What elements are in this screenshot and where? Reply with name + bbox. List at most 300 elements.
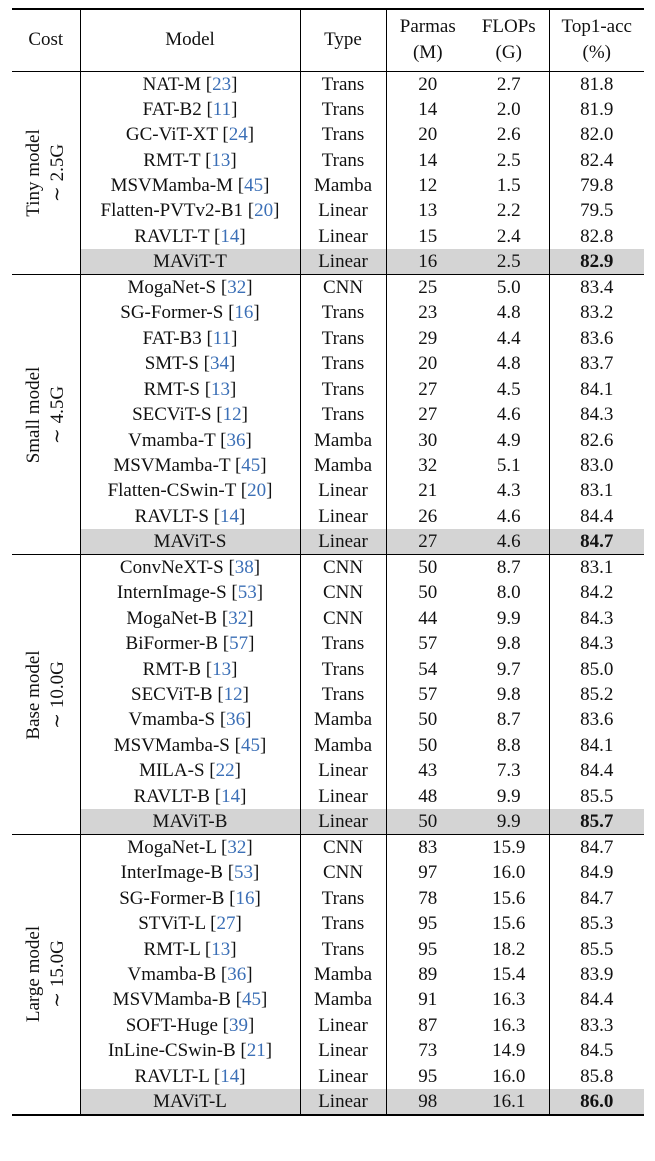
- cell-flops: 15.4: [492, 963, 526, 985]
- cell-model: SG-Former-S [16]: [80, 300, 300, 325]
- cell-acc: 84.3: [549, 631, 644, 656]
- cell-model: ConvNeXT-S [38]: [80, 555, 300, 581]
- table-row: [12, 809, 644, 835]
- cell-type: Linear: [300, 224, 386, 249]
- cell-flops: 4.9: [496, 429, 521, 451]
- model-name: SG-Former-B: [119, 887, 225, 909]
- cost-label-line: Base model: [22, 649, 44, 740]
- header-acc-line1: Top1-acc: [561, 16, 632, 38]
- cell-flops: 9.8: [496, 684, 521, 706]
- cell-model: RAVLT-T [14]: [80, 224, 300, 249]
- model-name: ConvNeXT-S: [119, 557, 224, 579]
- model-name: MogaNet-S: [127, 277, 217, 299]
- group-2: [12, 555, 644, 835]
- cell-params: 30: [386, 427, 469, 452]
- model-name: RAVLT-B: [133, 785, 210, 807]
- cell-type: Trans: [300, 326, 386, 351]
- model-name: Vmamba-B: [127, 963, 217, 985]
- table-row: [12, 198, 644, 223]
- cell-acc: 85.8: [549, 1064, 644, 1089]
- cell-flops: 9.9: [496, 607, 521, 629]
- table-row: [12, 555, 644, 581]
- citation-link[interactable]: 20: [254, 200, 274, 222]
- cell-acc: 79.8: [549, 173, 644, 198]
- header-model: Model: [80, 9, 300, 71]
- cell-model: MSVMamba-T [45]: [80, 453, 300, 478]
- header-flops: [469, 9, 549, 71]
- model-name: RMT-B: [142, 658, 202, 680]
- header-cost: Cost: [28, 29, 64, 51]
- cell-type: Trans: [300, 631, 386, 656]
- cell-params: 95: [386, 1064, 469, 1089]
- model-name: MSVMamba-S: [113, 734, 230, 756]
- cell-model: MogaNet-L [32]: [80, 835, 300, 861]
- cell-acc: 84.5: [549, 1038, 644, 1063]
- cell-type: Mamba: [300, 733, 386, 758]
- cell-model: STViT-L [27]: [80, 911, 300, 936]
- cell-params: 14: [386, 97, 469, 122]
- cell-model: BiFormer-B [57]: [80, 631, 300, 656]
- citation-link[interactable]: 14: [220, 1065, 240, 1087]
- cost-label-rotated: [22, 366, 70, 463]
- cell-params: 50: [386, 707, 469, 732]
- model-name: Flatten-PVTv2-B1: [100, 200, 244, 222]
- model-name: InternImage-S: [116, 582, 227, 604]
- cell-flops: 4.5: [496, 378, 521, 400]
- cell-acc: 83.9: [549, 962, 644, 987]
- model-name: BiFormer-B: [125, 633, 219, 655]
- citation-link[interactable]: 32: [227, 277, 247, 299]
- cell-model: SECViT-B [12]: [80, 682, 300, 707]
- cell-model: MSVMamba-B [45]: [80, 987, 300, 1012]
- cell-acc: 83.2: [549, 300, 644, 325]
- table-row: [12, 733, 644, 758]
- cell-acc: 83.6: [549, 326, 644, 351]
- cell-flops: 2.6: [496, 124, 521, 146]
- cell-type: Trans: [300, 97, 386, 122]
- citation-link[interactable]: 20: [247, 480, 267, 502]
- model-name: RAVLT-S: [134, 505, 209, 527]
- model-name: RMT-T: [143, 149, 201, 171]
- cell-params: 50: [386, 555, 469, 581]
- table-row: [12, 1038, 644, 1063]
- cell-model: RMT-B [13]: [80, 656, 300, 681]
- cell-type: Trans: [300, 122, 386, 147]
- model-name: FAT-B3: [142, 327, 202, 349]
- table-row: [12, 707, 644, 732]
- cell-type: Linear: [300, 249, 386, 275]
- model-name: InLine-CSwin-B: [107, 1040, 236, 1062]
- cell-model: [80, 529, 300, 555]
- cell-flops: 2.2: [496, 200, 521, 222]
- model-name: RAVLT-T: [134, 225, 210, 247]
- citation-link[interactable]: 32: [228, 607, 248, 629]
- cell-flops: 2.4: [496, 225, 521, 247]
- cell-params: 50: [386, 809, 469, 835]
- cell-type: CNN: [300, 275, 386, 301]
- cost-label-line: ∼ 10.0G: [46, 660, 68, 729]
- cell-type: Linear: [300, 809, 386, 835]
- cell-params: 32: [386, 453, 469, 478]
- cell-type: Mamba: [300, 707, 386, 732]
- cell-model: [80, 1089, 300, 1115]
- header-params: [386, 9, 469, 71]
- cell-model: [80, 809, 300, 835]
- model-name: Flatten-CSwin-T: [107, 480, 237, 502]
- cell-acc: 85.7: [549, 809, 644, 835]
- results-table: [12, 8, 644, 1116]
- cell-acc: 82.6: [549, 427, 644, 452]
- cell-type: Linear: [300, 1089, 386, 1115]
- cell-model: [80, 249, 300, 275]
- cell-model: MSVMamba-S [45]: [80, 733, 300, 758]
- cell-type: Mamba: [300, 987, 386, 1012]
- cell-model: Vmamba-S [36]: [80, 707, 300, 732]
- table-row: [12, 427, 644, 452]
- cost-group-label: [12, 835, 80, 1115]
- table-row: [12, 656, 644, 681]
- cell-type: Trans: [300, 376, 386, 401]
- cell-acc: 84.4: [549, 504, 644, 529]
- cell-type: Trans: [300, 656, 386, 681]
- citation-link[interactable]: 23: [212, 73, 232, 95]
- table-row: [12, 1089, 644, 1115]
- cell-params: 91: [386, 987, 469, 1012]
- table-row: [12, 835, 644, 861]
- cell-acc: 85.5: [549, 784, 644, 809]
- citation-link[interactable]: 45: [240, 734, 260, 756]
- cell-acc: 84.3: [549, 402, 644, 427]
- cell-model: Flatten-PVTv2-B1 [20]: [80, 198, 300, 223]
- cell-flops: 16.0: [492, 1065, 526, 1087]
- citation-link[interactable]: 36: [227, 963, 247, 985]
- cell-params: 14: [386, 147, 469, 172]
- cell-params: 78: [386, 885, 469, 910]
- citation-link[interactable]: 32: [227, 837, 247, 858]
- table-row: [12, 1064, 644, 1089]
- table-row: [12, 682, 644, 707]
- model-name: MAViT-T: [153, 251, 227, 273]
- cell-acc: 83.3: [549, 1013, 644, 1038]
- cost-label-line: Tiny model: [22, 129, 44, 217]
- table-row: [12, 71, 644, 97]
- cell-model: RAVLT-L [14]: [80, 1064, 300, 1089]
- header-params-line2: (M): [412, 42, 443, 64]
- cell-acc: 84.3: [549, 606, 644, 631]
- cell-model: Vmamba-T [36]: [80, 427, 300, 452]
- table-row: [12, 606, 644, 631]
- cell-type: Trans: [300, 936, 386, 961]
- citation-link[interactable]: 57: [229, 633, 249, 655]
- cell-params: 73: [386, 1038, 469, 1063]
- table-header: [12, 9, 644, 71]
- cell-flops: 15.9: [492, 837, 526, 858]
- cell-flops: 16.3: [492, 1014, 526, 1036]
- cell-type: Linear: [300, 1038, 386, 1063]
- cell-model: NAT-M [23]: [80, 71, 300, 97]
- cell-flops: 8.7: [496, 709, 521, 731]
- cell-params: 54: [386, 656, 469, 681]
- cell-flops: 4.8: [496, 302, 521, 324]
- citation-link[interactable]: 13: [211, 938, 231, 960]
- cell-flops: 9.8: [496, 633, 521, 655]
- cell-type: CNN: [300, 555, 386, 581]
- cell-model: FAT-B3 [11]: [80, 326, 300, 351]
- cell-model: RMT-S [13]: [80, 376, 300, 401]
- model-name: RMT-S: [143, 378, 200, 400]
- model-name: Vmamba-T: [128, 429, 216, 451]
- table-row: [12, 224, 644, 249]
- model-name: NAT-M: [142, 73, 201, 95]
- cell-acc: 85.0: [549, 656, 644, 681]
- cell-acc: 85.5: [549, 936, 644, 961]
- citation-link[interactable]: 27: [216, 913, 236, 935]
- table-row: [12, 860, 644, 885]
- header-flops-line1: FLOPs: [481, 16, 536, 38]
- cell-acc: 83.4: [549, 275, 644, 301]
- model-name: MogaNet-B: [126, 607, 218, 629]
- cell-acc: 84.4: [549, 987, 644, 1012]
- model-name: Vmamba-S: [128, 709, 216, 731]
- cell-flops: 2.5: [469, 249, 549, 275]
- table-row: [12, 453, 644, 478]
- cell-type: Linear: [300, 504, 386, 529]
- model-name: MSVMamba-B: [112, 989, 231, 1011]
- header-type: Type: [300, 9, 386, 71]
- table-row: [12, 478, 644, 503]
- cell-params: 29: [386, 326, 469, 351]
- cell-acc: 79.5: [549, 198, 644, 223]
- cell-flops: 4.6: [469, 529, 549, 555]
- cell-params: 83: [386, 835, 469, 861]
- cell-acc: 82.8: [549, 224, 644, 249]
- table-row: [12, 122, 644, 147]
- cell-acc: 83.1: [549, 555, 644, 581]
- cell-type: Mamba: [300, 173, 386, 198]
- model-name: STViT-L: [138, 913, 206, 935]
- cost-label-rotated: [22, 129, 70, 216]
- model-name: RAVLT-L: [134, 1065, 210, 1087]
- model-name: SECViT-S: [132, 404, 212, 426]
- cell-flops: 2.5: [496, 149, 521, 171]
- cell-params: 48: [386, 784, 469, 809]
- citation-link[interactable]: 53: [234, 862, 254, 884]
- header-params-line1: Parmas: [399, 16, 456, 38]
- cell-acc: 83.7: [549, 351, 644, 376]
- table-row: [12, 97, 644, 122]
- cell-type: Linear: [300, 758, 386, 783]
- citation-link[interactable]: 11: [212, 327, 232, 349]
- cell-type: CNN: [300, 606, 386, 631]
- table-row: [12, 376, 644, 401]
- model-name: RMT-L: [143, 938, 201, 960]
- citation-link[interactable]: 16: [234, 302, 254, 324]
- model-name: MILA-S: [139, 760, 205, 782]
- cell-params: 50: [386, 580, 469, 605]
- citation-link[interactable]: 16: [235, 887, 255, 909]
- citation-link[interactable]: 45: [241, 454, 261, 476]
- cell-type: Trans: [300, 885, 386, 910]
- cell-flops: 4.8: [496, 353, 521, 375]
- cell-flops: 8.8: [496, 734, 521, 756]
- cell-flops: 9.9: [496, 785, 521, 807]
- cell-model: InterImage-B [53]: [80, 860, 300, 885]
- cell-type: Trans: [300, 147, 386, 172]
- model-name: MAViT-B: [152, 811, 228, 832]
- cell-flops: 9.9: [469, 809, 549, 835]
- cell-model: GC-ViT-XT [24]: [80, 122, 300, 147]
- group-0: [12, 71, 644, 275]
- model-name: InterImage-B: [120, 862, 223, 884]
- table-row: [12, 885, 644, 910]
- model-name: MogaNet-L: [127, 837, 217, 858]
- cell-params: 95: [386, 936, 469, 961]
- cell-flops: 9.7: [496, 658, 521, 680]
- cost-label-line: ∼ 4.5G: [46, 385, 68, 444]
- cost-label-line: ∼ 2.5G: [46, 143, 68, 202]
- citation-link[interactable]: 39: [228, 1014, 248, 1036]
- table-row: [12, 784, 644, 809]
- citation-link[interactable]: 45: [244, 175, 264, 197]
- cell-acc: 83.0: [549, 453, 644, 478]
- cell-flops: 5.0: [496, 277, 521, 299]
- citation-link[interactable]: 22: [215, 760, 235, 782]
- cell-model: RAVLT-S [14]: [80, 504, 300, 529]
- cell-params: 26: [386, 504, 469, 529]
- citation-link[interactable]: 14: [221, 785, 241, 807]
- cell-model: MSVMamba-M [45]: [80, 173, 300, 198]
- citation-link[interactable]: 34: [209, 353, 229, 375]
- cell-params: 20: [386, 122, 469, 147]
- cell-flops: 1.5: [496, 175, 521, 197]
- group-3: [12, 835, 644, 1115]
- cell-flops: 4.3: [496, 480, 521, 502]
- citation-link[interactable]: 13: [212, 658, 232, 680]
- cell-type: CNN: [300, 860, 386, 885]
- cell-model: Vmamba-B [36]: [80, 962, 300, 987]
- model-name: MSVMamba-M: [110, 175, 234, 197]
- cell-params: 43: [386, 758, 469, 783]
- table-row: [12, 173, 644, 198]
- cell-acc: 84.2: [549, 580, 644, 605]
- citation-link[interactable]: 21: [246, 1040, 266, 1062]
- cell-acc: 83.6: [549, 707, 644, 732]
- table-row: [12, 529, 644, 555]
- cell-flops: 2.0: [496, 98, 521, 120]
- cell-flops: 2.7: [496, 73, 521, 95]
- cell-model: MILA-S [22]: [80, 758, 300, 783]
- citation-link[interactable]: 13: [211, 149, 231, 171]
- model-name: GC-ViT-XT: [125, 124, 218, 146]
- cell-type: Linear: [300, 1064, 386, 1089]
- table-row: [12, 631, 644, 656]
- citation-link[interactable]: 12: [222, 404, 242, 426]
- cell-model: FAT-B2 [11]: [80, 97, 300, 122]
- citation-link[interactable]: 45: [241, 989, 261, 1011]
- cell-params: 44: [386, 606, 469, 631]
- cell-type: Trans: [300, 71, 386, 97]
- cell-acc: 83.1: [549, 478, 644, 503]
- table-row: [12, 504, 644, 529]
- citation-link[interactable]: 36: [226, 709, 246, 731]
- table-row: [12, 147, 644, 172]
- cell-acc: 82.0: [549, 122, 644, 147]
- cell-flops: 8.7: [496, 557, 521, 579]
- model-name: MAViT-L: [153, 1090, 227, 1112]
- citation-link[interactable]: 14: [220, 225, 240, 247]
- citation-link[interactable]: 36: [226, 429, 246, 451]
- cost-label-line: Small model: [22, 366, 44, 463]
- cell-params: 12: [386, 173, 469, 198]
- cell-type: Mamba: [300, 453, 386, 478]
- cell-params: 27: [386, 529, 469, 555]
- cost-label-line: ∼ 15.0G: [46, 940, 68, 1009]
- table-row: [12, 758, 644, 783]
- table-row: [12, 987, 644, 1012]
- cell-flops: 4.4: [496, 327, 521, 349]
- cost-group-label: [12, 71, 80, 275]
- citation-link[interactable]: 38: [234, 557, 254, 579]
- cell-params: 87: [386, 1013, 469, 1038]
- cell-model: Flatten-CSwin-T [20]: [80, 478, 300, 503]
- model-name: MAViT-S: [153, 531, 227, 553]
- table-row: [12, 402, 644, 427]
- cell-acc: 86.0: [549, 1089, 644, 1115]
- cell-params: 23: [386, 300, 469, 325]
- citation-link[interactable]: 14: [220, 505, 240, 527]
- table-row: [12, 351, 644, 376]
- cell-type: Trans: [300, 351, 386, 376]
- model-name: SMT-S: [144, 353, 199, 375]
- cell-type: CNN: [300, 580, 386, 605]
- cell-params: 98: [386, 1089, 469, 1115]
- cell-type: Trans: [300, 682, 386, 707]
- header-acc: [549, 9, 644, 71]
- citation-link[interactable]: 24: [228, 124, 248, 146]
- cell-params: 21: [386, 478, 469, 503]
- cell-model: SECViT-S [12]: [80, 402, 300, 427]
- citation-link[interactable]: 53: [237, 582, 257, 604]
- cell-model: RMT-T [13]: [80, 147, 300, 172]
- cell-model: MogaNet-B [32]: [80, 606, 300, 631]
- cell-type: CNN: [300, 835, 386, 861]
- table-row: [12, 300, 644, 325]
- header-acc-line2: (%): [582, 42, 611, 64]
- cell-model: MogaNet-S [32]: [80, 275, 300, 301]
- citation-link[interactable]: 13: [211, 378, 231, 400]
- cell-flops: 8.0: [496, 582, 521, 604]
- cell-model: RAVLT-B [14]: [80, 784, 300, 809]
- cell-acc: 84.7: [549, 529, 644, 555]
- cell-flops: 4.6: [496, 505, 521, 527]
- cell-acc: 84.4: [549, 758, 644, 783]
- model-name: MSVMamba-T: [113, 454, 231, 476]
- model-name: SECViT-B: [131, 684, 213, 706]
- cell-params: 89: [386, 962, 469, 987]
- cell-flops: 15.6: [492, 887, 526, 909]
- cell-params: 95: [386, 911, 469, 936]
- cell-params: 57: [386, 682, 469, 707]
- citation-link[interactable]: 11: [212, 98, 232, 120]
- cell-type: Trans: [300, 911, 386, 936]
- model-name: FAT-B2: [142, 98, 202, 120]
- cell-flops: 18.2: [492, 938, 526, 960]
- table-row: [12, 1013, 644, 1038]
- cell-acc: 85.3: [549, 911, 644, 936]
- cost-label-rotated: [22, 650, 70, 739]
- cell-flops: 16.3: [492, 989, 526, 1011]
- citation-link[interactable]: 12: [223, 684, 243, 706]
